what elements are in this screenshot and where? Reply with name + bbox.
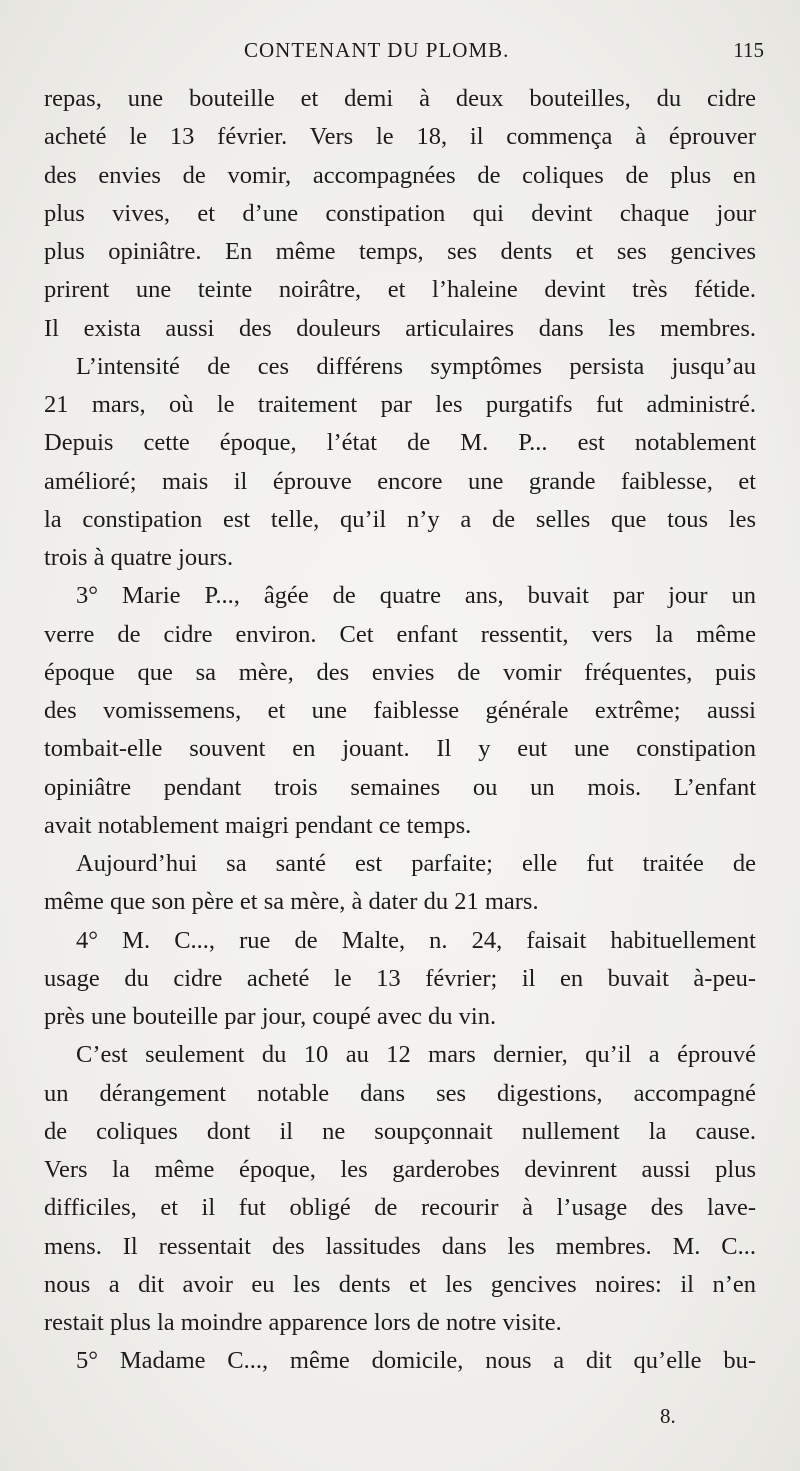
- text-line: nous a dit avoir eu les dents et les gencives noires: il n’en: [44, 1270, 756, 1298]
- text-line: C’est seulement du 10 au 12 mars dernier, qu’il a éprouvé: [76, 1041, 756, 1069]
- text-line: L’intensité de ces différens symptômes persista jusqu’au: [76, 352, 756, 380]
- text-line: de coliques dont il ne soupçonnait nullement la cause.: [44, 1117, 756, 1145]
- body-text: [44, 80, 756, 1381]
- page-header: [44, 38, 764, 72]
- text-line: difficiles, et il fut obligé de recourir à l’usage des lave-: [44, 1194, 756, 1222]
- text-line: Depuis cette époque, l’état de M. P... est notablement: [44, 429, 756, 457]
- text-line: près une bouteille par jour, coupé avec du vin.: [44, 1003, 497, 1030]
- text-line: acheté le 13 février. Vers le 18, il commença à éprouver: [44, 123, 756, 151]
- text-line: 21 mars, où le traitement par les purgatifs fut administré.: [44, 391, 756, 418]
- text-line: plus vives, et d’une constipation qui devint chaque jour: [44, 199, 756, 227]
- text-line: usage du cidre acheté le 13 février; il en buvait à-peu-: [44, 964, 756, 992]
- text-line: tombait-elle souvent en jouant. Il y eut une constipation: [44, 735, 756, 763]
- text-line: avait notablement maigri pendant ce temps.: [44, 811, 472, 839]
- text-line: époque que sa mère, des envies de vomir fréquentes, puis: [44, 658, 756, 686]
- text-line: des envies de vomir, accompagnées de coliques de plus en: [44, 161, 756, 189]
- text-line: opiniâtre pendant trois semaines ou un mois. L’enfant: [44, 773, 756, 801]
- text-line: 3° Marie P..., âgée de quatre ans, buvait par jour un: [76, 582, 756, 610]
- text-line: même que son père et sa mère, à dater du 21 mars.: [44, 888, 539, 916]
- text-line: la constipation est telle, qu’il n’y a de selles que tous les: [44, 505, 756, 533]
- text-line: prirent une teinte noirâtre, et l’haleine devint très fétide.: [44, 276, 756, 304]
- text-line: plus opiniâtre. En même temps, ses dents et ses gencives: [44, 238, 756, 265]
- text-line: un dérangement notable dans ses digestions, accompagné: [44, 1079, 756, 1107]
- page-number: 115: [733, 38, 764, 62]
- signature-mark: 8.: [660, 1404, 676, 1428]
- text-line: 4° M. C..., rue de Malte, n. 24, faisait habituellement: [76, 926, 756, 954]
- text-line: 5° Madame C..., même domicile, nous a dit qu’elle bu-: [76, 1347, 756, 1375]
- text-line: des vomissemens, et une faiblesse générale extrême; aussi: [44, 697, 756, 724]
- text-line: Aujourd’hui sa santé est parfaite; elle fut traitée de: [76, 850, 756, 877]
- running-title: CONTENANT DU PLOMB.: [244, 38, 510, 62]
- text-line: restait plus la moindre apparence lors de notre visite.: [44, 1309, 562, 1336]
- text-line: trois à quatre jours.: [44, 544, 234, 571]
- text-line: Il exista aussi des douleurs articulaires dans les membres.: [44, 314, 756, 342]
- text-line: verre de cidre environ. Cet enfant ressentit, vers la même: [44, 620, 756, 648]
- text-line: mens. Il ressentait des lassitudes dans les membres. M. C...: [44, 1232, 756, 1260]
- text-line: Vers la même époque, les garderobes devinrent aussi plus: [44, 1156, 756, 1183]
- text-line: amélioré; mais il éprouve encore une grande faiblesse, et: [44, 467, 756, 495]
- text-line: repas, une bouteille et demi à deux bouteilles, du cidre: [44, 85, 756, 112]
